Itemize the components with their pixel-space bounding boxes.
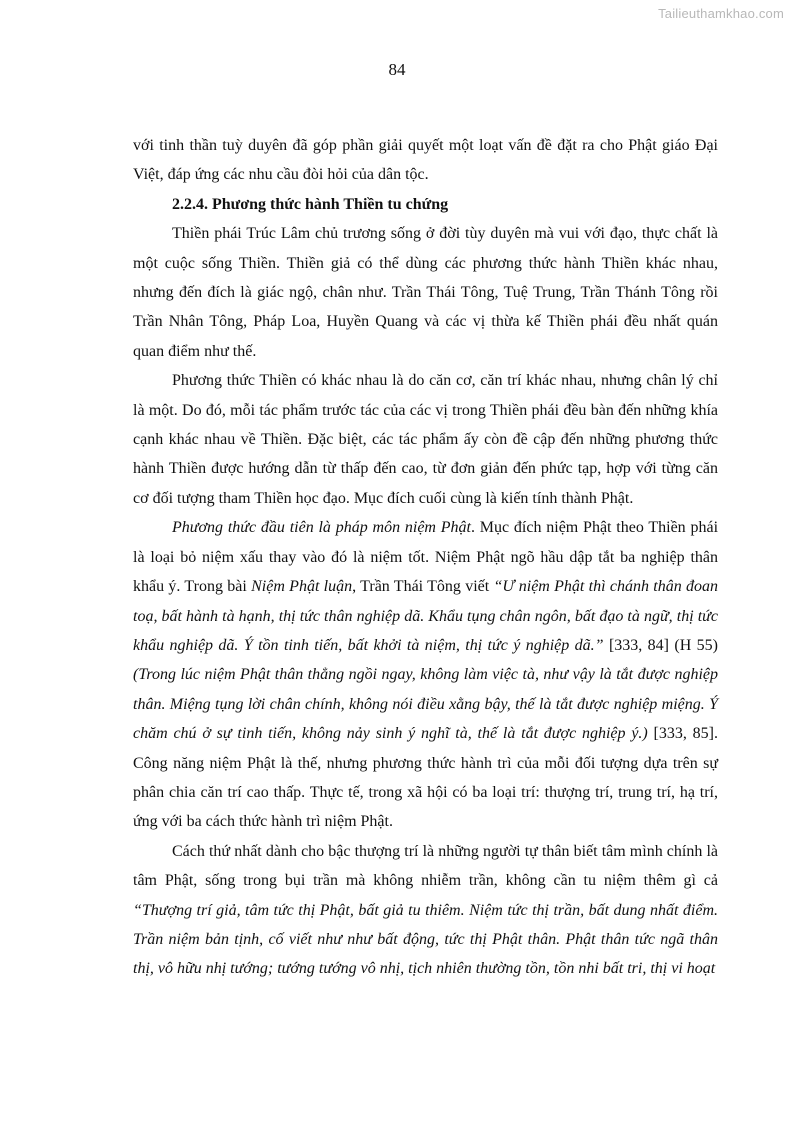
body-text: [333, 85]. Công năng niệm Phật là thế, nhưng phương thức hành trì của mỗi đối tượng dựa trên sự phân chia căn trí cao thấp. Thực tế, trong xã hội có ba loại trí: thượng trí, trung trí, hạ trí, ứng với ba cách thức hành trì niệm Phật. [133,725,718,831]
quotation: “Thượng trí giả, tâm tức thị Phật, bất giả tu thiêm. Niệm tức thị trần, bất dung nhất điểm. Trần niệm bản tịnh, cố viết như như bất động, tức thị Phật thân. Phật thân tức ngã thân thị, vô hữu nhị tướng; tướng tướng vô nhị, tịch nhiên thường tồn, tồn nhi bất tri, thị vi hoạt [133,901,718,978]
citation: [333, 84] (H 55) [603,636,718,654]
paragraph-2: Phương thức Thiền có khác nhau là do căn cơ, căn trí khác nhau, nhưng chân lý chỉ là một. Do đó, mỗi tác phẩm trước tác của các vị trong Thiền phái đều bàn đến những khía cạnh khác nhau về Thiền. Đặc biệt, các tác phẩm ấy còn đề cập đến những phương thức hành Thiền được hướng dẫn từ thấp đến cao, từ đơn giản đến phức tạp, hợp với từng căn cơ đối tượng tham Thiền học đạo. Mục đích cuối cùng là kiến tính thành Phật. [133,372,718,507]
page-number: 84 [388,60,406,79]
paragraph-continuation: với tinh thần tuỳ duyên đã góp phần giải quyết một loạt vấn đề đặt ra cho Phật giáo Đại Việt, đáp ứng các nhu cầu đòi hỏi của dân tộc. [133,137,718,184]
italic-text: Phương thức đầu tiên là pháp môn niệm Phật [172,519,471,537]
page-body [133,131,718,984]
body-text: , Trần Thái Tông viết [352,578,494,596]
watermark: Tailieuthamkhao.com [658,6,784,21]
section-heading: 2.2.4. Phương thức hành Thiền tu chứng [172,195,449,213]
body-text: . Mục đích niệm Phật theo Thiền phái là loại bỏ niệm xấu thay vào đó là niệm tốt. Niệm Phật ngõ hầu dập tắt ba nghiệp thân khẩu ý. Trong bài [133,519,719,596]
translation: (Trong lúc niệm Phật thân thẳng ngồi ngay, không làm việc tà, như vậy là tắt được nghiệp thân. Miệng tụng lời chân chính, không nói điều xằng bậy, thế là tắt được nghiệp miệng. Ý chăm chú ở sự tinh tiến, không nảy sinh ý nghĩ tà, thế là tắt được nghiệp ý.) [133,666,718,743]
quotation: “Ư niệm Phật thì chánh thân đoan toạ, bất hành tà hạnh, thị tức thân nghiệp dã. Khẩu tụng chân ngôn, bất đạo tà ngữ, thị tức khẩu nghiệp dã. Ý tồn tinh tiến, bất khởi tà niệm, thị tức ý nghiệp dã.” [133,578,719,654]
paragraph-1: Thiền phái Trúc Lâm chủ trương sống ở đời tùy duyên mà vui với đạo, thực chất là một cuộc sống Thiền. Thiền giả có thể dùng các phương thức hành Thiền khác nhau, nhưng đến đích là giác ngộ, chân như. Trần Thái Tông, Tuệ Trung, Trần Thánh Tông rồi Trần Nhân Tông, Pháp Loa, Huyền Quang và các vị thừa kế Thiền phái đều nhất quán quan điểm như thế. [133,225,718,360]
body-text: Cách thứ nhất dành cho bậc thượng trí là những người tự thân biết tâm mình chính là tâm Phật, sống trong bụi trần mà không nhiễm trần, không cần tu niệm thêm gì cả [133,842,718,890]
paragraph-4 [133,837,718,984]
work-title: Niệm Phật luận [251,578,353,596]
paragraph-3 [133,513,718,836]
